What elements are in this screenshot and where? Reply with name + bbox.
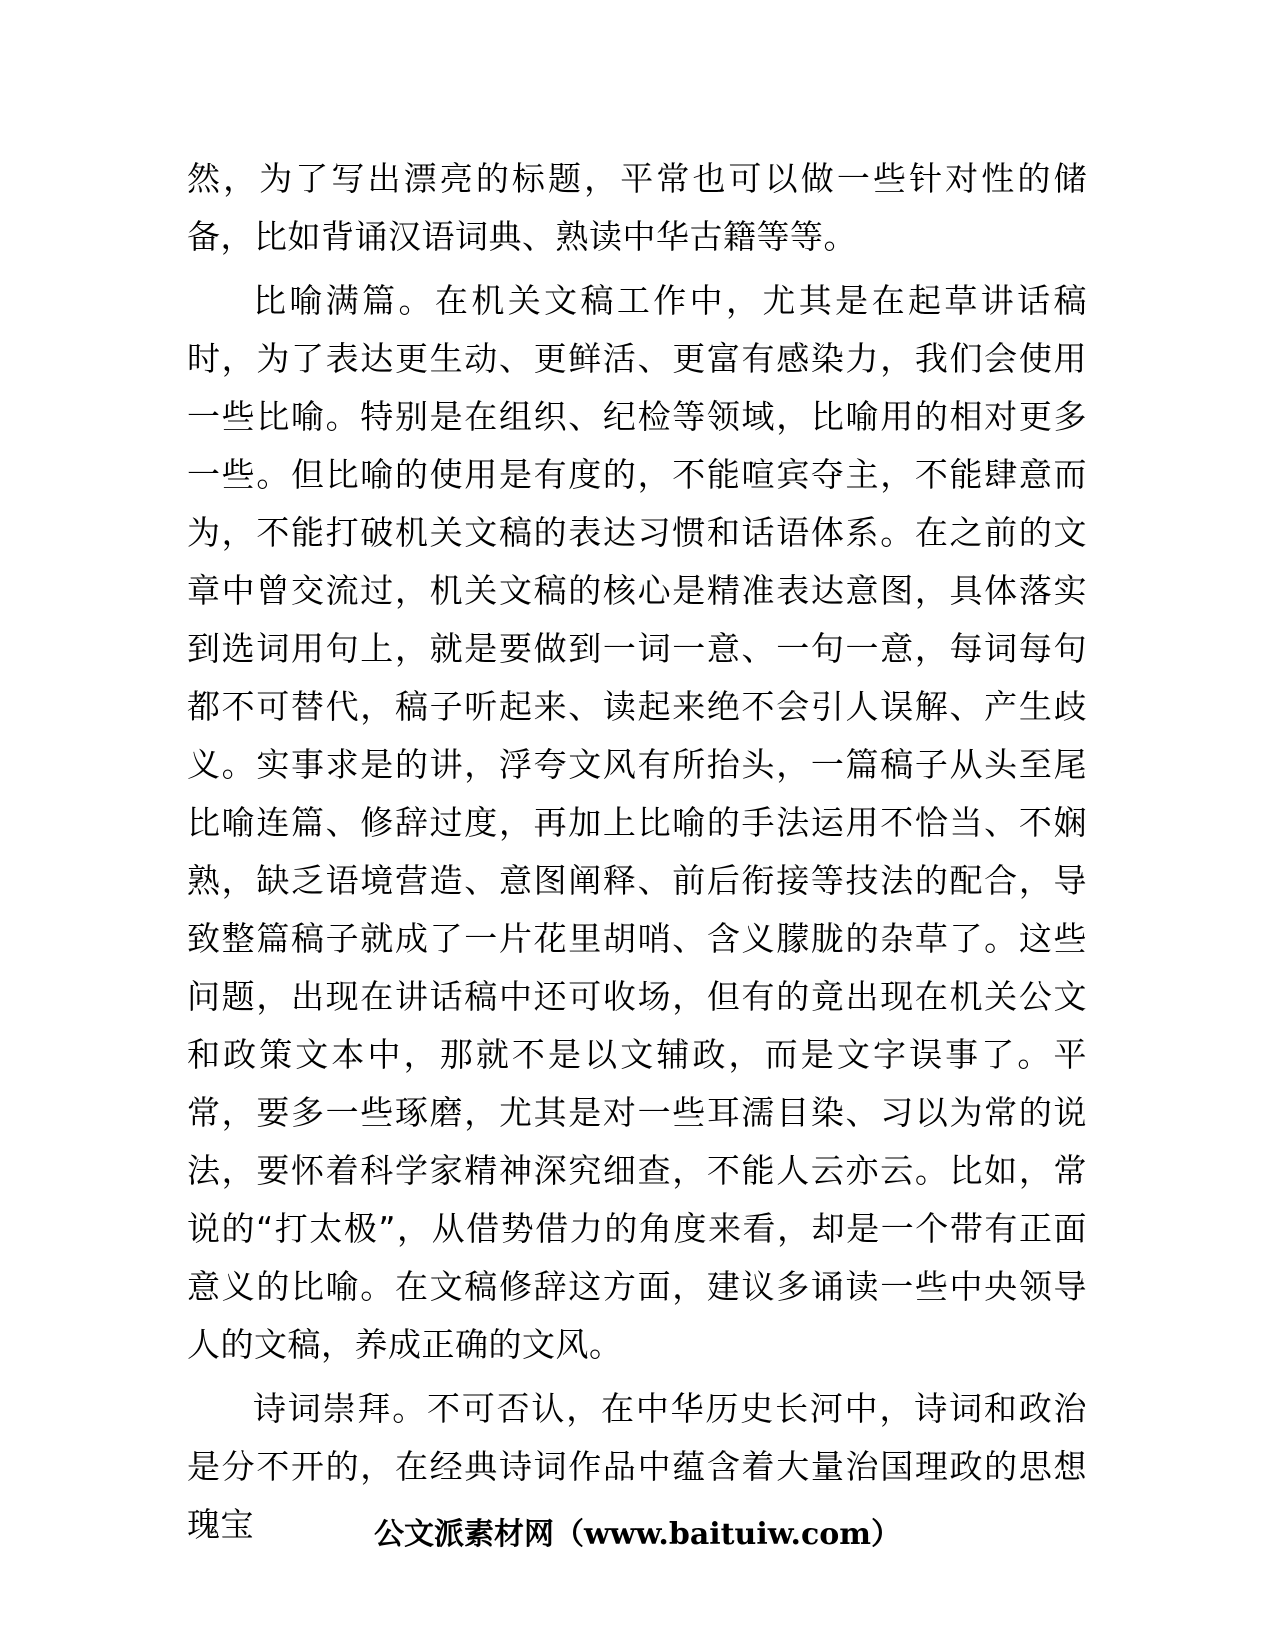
- document-body: [187, 150, 1087, 1560]
- paragraph-continuation: 然，为了写出漂亮的标题，平常也可以做一些针对性的储备，比如背诵汉语词典、熟读中华古籍等等。: [187, 159, 1087, 256]
- page-footer: 公文派素材网（www.baituiw.com）: [373, 1517, 902, 1552]
- paragraph-metaphor: 比喻满篇。在机关文稿工作中，尤其是在起草讲话稿时，为了表达更生动、更鲜活、更富有感染力，我们会使用一些比喻。特别是在组织、纪检等领域，比喻用的相对更多一些。但比喻的使用是有度的，不能喧宾夺主，不能肆意而为，不能打破机关文稿的表达习惯和话语体系。在之前的文章中曾交流过，机关文稿的核心是精准表达意图，具体落实到选词用句上，就是要做到一词一意、一句一意，每词每句都不可替代，稿子听起来、读起来绝不会引人误解、产生歧义。实事求是的讲，浮夸文风有所抬头，一篇稿子从头至尾比喻连篇、修辞过度，再加上比喻的手法运用不恰当、不娴熟，缺乏语境营造、意图阐释、前后衔接等技法的配合，导致整篇稿子就成了一片花里胡哨、含义朦胧的杂草了。这些问题，出现在讲话稿中还可收场，但有的竟出现在机关公文和政策文本中，那就不是以文辅政，而是文字误事了。平常，要多一些琢磨，尤其是对一些耳濡目染、习以为常的说法，要怀着科学家精神深究细查，不能人云亦云。比如，常说的“打太极”，从借势借力的角度来看，却是一个带有正面意义的比喻。在文稿修辞这方面，建议多诵读一些中央领导人的文稿，养成正确的文风。: [187, 281, 1087, 1364]
- paragraph-poetry: 诗词崇拜。不可否认，在中华历史长河中，诗词和政治是分不开的，在经典诗词作品中蕴含着大量治国理政的思想瑰宝: [187, 1389, 1087, 1544]
